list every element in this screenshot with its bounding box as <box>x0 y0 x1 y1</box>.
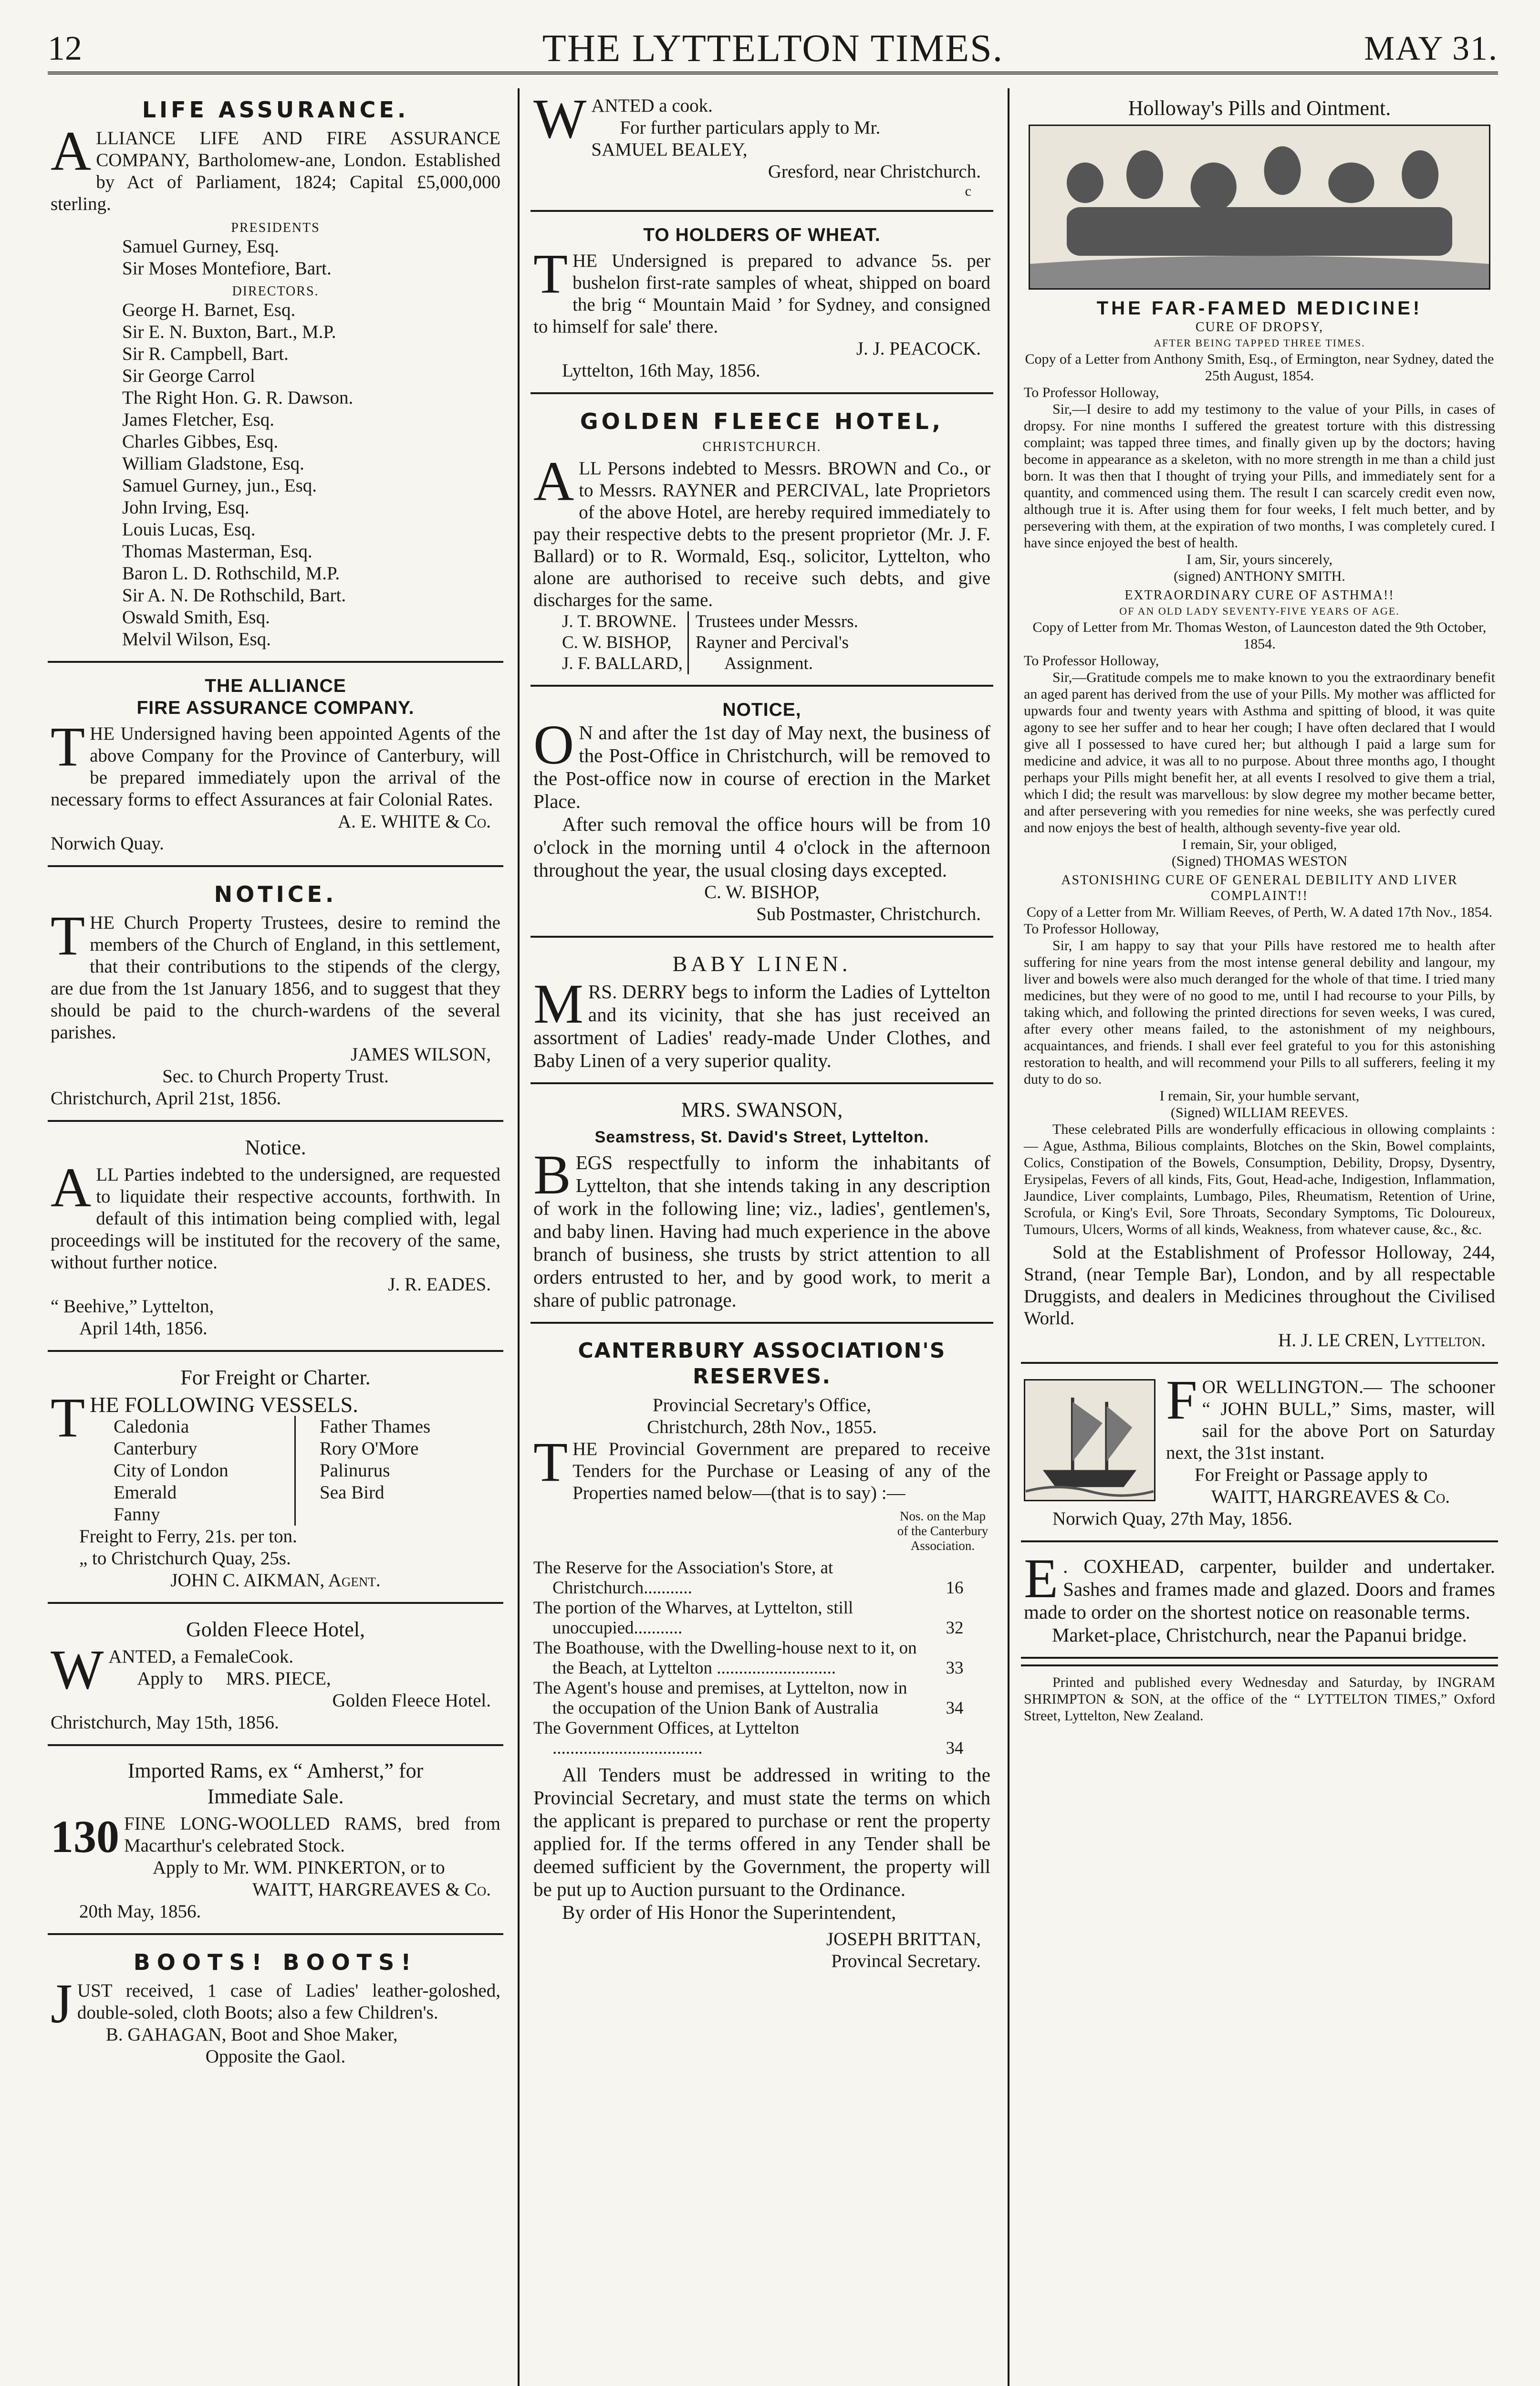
newspaper-title: THE LYTTELTON TIMES. <box>542 26 1004 70</box>
directors-label: DIRECTORS. <box>232 284 319 299</box>
letter-text: Sir, I am happy to say that your Pills have restored me to health after suffering for nine years from the most intense general debility and langour, my liver and bowels were also much deranged for the whole of that time. I tried many medicines, but they were of no good to me, until I had recourse to your Pills, by taking which, and following the printed directions for seven weeks, I was cured, after every other means failed, to the astonishment of my neighbours, acquaintances, and friends. I shall ever feel grateful to you for this astonishing restoration to health, and will recommend your Pills to all sufferers, feeling it my duty to do so. <box>1024 938 1495 1087</box>
testimonial-heading: EXTRAORDINARY CURE OF ASTHMA!! <box>1124 588 1394 603</box>
ad-banner: THE FAR-FAMED MEDICINE! <box>1096 298 1423 319</box>
ad-contact: MRS. PIECE, <box>226 1668 331 1689</box>
wheat-ad <box>531 218 993 394</box>
ad-signature: C. W. BISHOP, <box>704 882 820 902</box>
freight-rate: Freight to Ferry, 21s. per ton. <box>79 1526 297 1547</box>
ad-body: After such removal the office hours will be from 10 o'clock in the morning until 4 o'clock in the afternoon throughout the year, the usual closing days excepted. <box>533 813 990 881</box>
ad-body: For further particulars apply to Mr. <box>620 117 881 138</box>
rams-sale-ad <box>48 1752 503 1935</box>
ad-signature-title: Sec. to Church Property Trust. <box>162 1066 389 1087</box>
drop-cap: T <box>51 904 85 967</box>
trustees-block: J. T. BROWNE. C. W. BISHOP, J. F. BALLARD, Trustees under Messrs. Rayner and Percival's Assignment. <box>562 612 858 673</box>
testimonial-heading: CURE OF DROPSY, <box>1195 320 1324 335</box>
directors-list: George H. Barnet, Esq. Sir E. N. Buxton, Bart., M.P. Sir R. Campbell, Bart. Sir George Carrol The Right Hon. G. R. Dawson. James Fletcher, Esq. Charles Gibbes, Esq. William Gladstone, Esq. Samuel Gurney, jun., Esq. John Irving, Esq. Louis Lucas, Esq. Thomas Masterman, Esq. Baron L. D. Rothschild, M.P. Sir A. N. De Rothschild, Bart. Oswald Smith, Esq. Melvil Wilson, Esq. <box>122 300 354 649</box>
letter-source: Copy of Letter from Mr. Thomas Weston, of Launceston dated the 9th October, 1854. <box>1032 619 1487 652</box>
masthead <box>48 19 1498 74</box>
ad-body: OR WELLINGTON.— The schooner “ JOHN BULL,” Sims, master, will sail for the above Port on Saturday next, the 31st instant. <box>1166 1377 1495 1463</box>
ram-count: 130 <box>51 1811 119 1862</box>
letter-salutation: To Professor Holloway, <box>1024 653 1159 669</box>
drop-cap: W <box>51 1638 104 1701</box>
ad-signature-title: Provincal Secretary. <box>831 1951 981 1971</box>
ad-body: ANTED a cook. <box>591 95 713 116</box>
life-assurance-ad <box>48 88 503 663</box>
ad-date: Christchurch, May 15th, 1856. <box>51 1712 279 1733</box>
ad-heading: Notice. <box>245 1136 306 1159</box>
ad-date: April 14th, 1856. <box>79 1318 208 1339</box>
ad-signature: JOSEPH BRITTAN, <box>826 1929 981 1949</box>
complaints-list: These celebrated Pills are wonderfully efficacious in ollowing complaints :— Ague, Asthma, Bilious complaints, Blotches on the Skin, Bowel complaints, Colics, Constipation of the Bowels, Consumption, Debility, Dropsy, Dysentry, Erysipelas, Fevers of all kinds, Fits, Gout, Head-ache, Indigestion, Inflammation, Jaundice, Liver complaints, Lumbago, Piles, Rheumatism, Retention of Urine, Scrofula, or King's Evil, Sore Throats, Secondary Symptoms, Tic Doloureux, Tumours, Ulcers, Worms of all kinds, Weakness, from whatever cause, &c., &c. <box>1024 1121 1495 1237</box>
letter-salutation: To Professor Holloway, <box>1024 385 1159 400</box>
eades-notice-ad <box>48 1128 503 1352</box>
ad-body: LLIANCE LIFE AND FIRE ASSURANCE COMPANY, Bartholomew-ane, London. Established by Act of Parliament, 1824; Capital £5,000,000 sterling. <box>51 128 500 214</box>
ad-signature: WAITT, HARGREAVES & Co. <box>252 1879 491 1900</box>
ad-apply: For Freight or Passage apply to <box>1195 1465 1428 1485</box>
ad-signature-title: Sub Postmaster, Christchurch. <box>756 904 981 924</box>
crowd-engraving-icon <box>1030 126 1489 288</box>
ad-body: FINE LONG-WOOLLED RAMS, bred from Macarthur's celebrated Stock. <box>124 1813 500 1856</box>
ad-place: Golden Fleece Hotel. <box>332 1690 491 1711</box>
drop-cap: M <box>533 973 583 1035</box>
ad-body: HE Provincial Government are prepared to receive Tenders for the Purchase or Leasing of any of the Properties named below—(that is to say) :— <box>572 1439 990 1503</box>
ad-signature: B. GAHAGAN, Boot and Shoe Maker, <box>105 2024 398 2045</box>
table-row: The Reserve for the Association's Store, at Christchurch........... 16 <box>533 1558 964 1598</box>
issue-date: MAY 31. <box>1364 29 1498 67</box>
freight-charter-ad <box>48 1358 503 1604</box>
holloway-ad <box>1021 88 1498 1364</box>
ad-body: HE Undersigned having been appointed Agents of the above Company for the Province of Canterbury, will be prepared immediately upon the arrival of the necessary forms to effect Assurances at fair Colonial Rates. <box>51 723 500 810</box>
cook-ad <box>531 88 993 212</box>
freight-rate: „ to Christchurch Quay, 25s. <box>79 1548 291 1569</box>
table-row: The Boathouse, with the Dwelling-house next to it, on the Beach, at Lyttelton ........................... 33 <box>533 1638 964 1678</box>
drop-cap: F <box>1166 1370 1197 1431</box>
ad-body: LL Parties indebted to the undersigned, are requested to liquidate their respective accounts, forthwith. In default of this intimation being complied with, legal proceedings will be instituted for the recovery of the same, without further notice. <box>51 1164 500 1273</box>
schooner-icon <box>1025 1381 1154 1500</box>
ad-heading: MRS. SWANSON, <box>681 1098 843 1121</box>
ad-body: All Tenders must be addressed in writing to the Provincial Secretary, and must state the terms on which the applicant is prepared to purchase or rent the property applied for. If the terms offered in any Tender shall be deemed sufficient by the Government, the property will be put up to Auction pursuant to the Ordinance. <box>533 1764 990 1900</box>
ad-signature: H. J. LE CREN, Lyttelton. <box>1278 1330 1486 1350</box>
fire-assurance-ad <box>48 669 503 867</box>
letter-closing: I remain, Sir, your humble servant, <box>1159 1088 1360 1104</box>
ad-signature: JAMES WILSON, <box>351 1044 491 1065</box>
drop-cap: T <box>533 242 568 305</box>
presidents-list: Samuel Gurney, Esq. Sir Moses Montefiore, Bart. <box>122 236 332 279</box>
ad-body: RS. DERRY begs to inform the Ladies of Lyttelton and its vicinity, that she has just received an assortment of Ladies' ready-made Under Clothes, and Baby Linen of a very superior quality. <box>533 981 990 1071</box>
church-notice-ad <box>48 873 503 1122</box>
boots-ad <box>48 1941 503 2078</box>
letter-source: Copy of a Letter from Anthony Smith, Esq., of Ermington, near Sydney, dated the 25th August, 1854. <box>1025 351 1494 384</box>
ad-heading: BABY LINEN. <box>672 952 852 976</box>
ad-body: LL Persons indebted to Messrs. BROWN and Co., or to Messrs. RAYNER and PERCIVAL, late Proprietors of the above Hotel, are hereby required immediately to pay their respective debts to the present proprietor (Mr. J. F. Ballard) or to R. Wormald, Esq., solicitor, Lyttelton, who alone are authorised to receive such debts, and give discharges for the same. <box>533 458 990 610</box>
ad-body: HE Church Property Trustees, desire to remind the members of the Church of England, in this settlement, that their contributions to the stipends of the clergy, are due from the 1st January 1856, and to suggest that they should be paid to the church-wardens of the several parishes. <box>51 912 500 1043</box>
drop-cap: T <box>533 1431 568 1493</box>
vessel-list: Caledonia Canterbury City of London Emerald Fanny Father Thames Rory O'More Palinurus Sea Bird <box>90 1416 500 1526</box>
ad-place: Gresford, near Christchurch. <box>768 161 981 182</box>
coxhead-ad <box>1021 1548 1498 1659</box>
ad-heading: THE ALLIANCE <box>205 676 346 696</box>
ship-illustration <box>1024 1379 1155 1501</box>
drop-cap: T <box>51 1386 85 1449</box>
ad-body: HE Undersigned is prepared to advance 5s. per bushelon first-rate samples of wheat, shipped on board the brig “ Mountain Maid ’ for Sydney, and consigned to himself for sale' there. <box>533 251 990 337</box>
map-numbers-header: Nos. on the Map of the Canterbury Association. <box>897 1509 989 1553</box>
association-reserves-ad <box>531 1329 993 1983</box>
ad-date: Christchurch, April 21st, 1856. <box>51 1088 281 1109</box>
imprint <box>1021 1664 1498 1735</box>
ad-subheading: FIRE ASSURANCE COMPANY. <box>136 698 415 718</box>
drop-cap: A <box>51 1156 92 1219</box>
letter-signature: (signed) ANTHONY SMITH. <box>1174 568 1345 584</box>
ad-body: UST received, 1 case of Ladies' leather-goloshed, double-soled, cloth Boots; also a few Children's. <box>77 1980 500 2023</box>
ad-apply: Apply to <box>137 1668 203 1689</box>
publisher-imprint: Printed and published every Wednesday and Saturday, by INGRAM SHRIMPTON & SON, at the office of the “ LYTTELTON TIMES,” Oxford Street, Lyttelton, New Zealand. <box>1024 1674 1495 1724</box>
column-rule <box>1008 88 1009 2386</box>
ad-place: Norwich Quay. <box>51 833 164 854</box>
drop-cap: W <box>533 88 587 150</box>
ad-signature: J. J. PEACOCK. <box>856 338 981 359</box>
property-table <box>533 1558 990 1758</box>
ad-signature: WAITT, HARGREAVES & Co. <box>1211 1486 1450 1507</box>
ad-heading: Golden Fleece Hotel, <box>186 1618 365 1641</box>
column-1 <box>48 88 503 2386</box>
presidents-label: PRESIDENTS <box>231 220 320 235</box>
ad-heading: NOTICE, <box>722 700 801 720</box>
ad-date: Lyttelton, 16th May, 1856. <box>562 360 760 381</box>
column-3 <box>1021 88 1498 2386</box>
drop-cap: T <box>51 715 85 778</box>
testimonial-subheading: AFTER BEING TAPPED THREE TIMES. <box>1154 337 1365 349</box>
ad-heading: TO HOLDERS OF WHEAT. <box>643 225 881 245</box>
wellington-ship-ad <box>1021 1370 1498 1542</box>
ad-body: N and after the 1st day of May next, the business of the Post-Office in Christchurch, will be removed to the Post-office now in course of erection in the Market Place. <box>533 722 990 812</box>
engraving-illustration <box>1029 125 1490 290</box>
letter-text: Sir,—I desire to add my testimony to the value of your Pills, in cases of dropsy. For nine months I suffered the greatest torture with this distressing complaint; was tapped three times, and finally given up by the doctors; having become in appearance as a skeleton, with no more strength in me than a child just born. It was then that I thought of trying your Pills, and immediately sent for a quantity, and commenced using them. The result I can scarcely credit even now, although true it is. After using them for four weeks, I felt much better, and by persevering with them, at the expiration of two months, I was completely cured. I have since enjoyed the best of health. <box>1024 401 1495 551</box>
letter-text: Sir,—Gratitude compels me to make known to you the extraordinary benefit an aged parent has derived from the use of your Pills. My mother was afflicted for upwards four and twenty years with Asthma and spitting of blood, it was quite agony to see her suffer and to hear her cough; I have often declared that I would give all I possessed to have cured her; but although I paid a large sum for medicine and advice, it was all to no purpose. About three months ago, I thought perhaps your Pills might benefit her, at all events I resolved to give them a trial, which I did; the result was marvellous: by slow degree my mother became better, and after persevering with you remedies for nine weeks, she was perfectly cured and now enjoys the best of health, although seventy-five year old. <box>1024 670 1495 836</box>
letter-signature: (Signed) WILLIAM REEVES. <box>1171 1105 1348 1120</box>
ad-place: “ Beehive,” Lyttelton, <box>51 1296 214 1317</box>
ad-date: Christchurch, 28th Nov., 1855. <box>647 1417 877 1437</box>
ad-heading: Holloway's Pills and Ointment. <box>1128 96 1391 120</box>
ad-date: Norwich Quay, 27th May, 1856. <box>1052 1508 1292 1529</box>
drop-cap: A <box>533 450 574 513</box>
ad-subheading: Seamstress, St. David's Street, Lyttelton. <box>594 1128 929 1146</box>
column-2 <box>531 88 993 2386</box>
table-row: The Agent's house and premises, at Lyttelton, now in the occupation of the Union Bank of Australia 34 <box>533 1678 964 1718</box>
drop-cap: E <box>1024 1547 1059 1610</box>
letter-closing: I remain, Sir, your obliged, <box>1182 837 1337 852</box>
drop-cap: O <box>533 713 574 776</box>
ad-heading: GOLDEN FLEECE HOTEL, <box>580 408 944 434</box>
ad-signature: A. E. WHITE & Co. <box>338 811 491 832</box>
ad-apply: Apply to Mr. WM. PINKERTON, or to <box>153 1857 445 1878</box>
ad-heading: For Freight or Charter. <box>180 1366 371 1389</box>
cook-wanted-ad <box>48 1610 503 1746</box>
letter-salutation: To Professor Holloway, <box>1024 921 1159 937</box>
ad-mark: c <box>965 183 971 199</box>
page-number: 12 <box>48 29 82 67</box>
column-rule <box>518 88 520 2386</box>
table-row: The Government Offices, at Lyttelton .................................. 34 <box>533 1718 964 1758</box>
ad-heading: NOTICE. <box>214 881 337 907</box>
ad-heading: Imported Rams, ex “ Amherst,” for <box>127 1759 424 1782</box>
ad-body: EGS respectfully to inform the inhabitants of Lyttelton, that she intends taking in any description of work in the following line; viz., ladies', gentlemen's, and baby linen. Having had much experience in the above branch of business, she trusts by strict attention to all orders entrusted to her, and by good work, to merit a share of public patronage. <box>533 1151 990 1311</box>
ad-heading: LIFE ASSURANCE. <box>142 97 409 123</box>
ad-subheading: CHRISTCHURCH. <box>702 440 822 454</box>
drop-cap: B <box>533 1143 571 1206</box>
testimonial-subheading: OF AN OLD LADY SEVENTY-FIVE YEARS OF AGE. <box>1119 605 1400 617</box>
ad-body: By order of His Honor the Superintendent, <box>562 1901 896 1923</box>
ad-subheading: Immediate Sale. <box>207 1785 344 1808</box>
ad-contact: SAMUEL BEALEY, <box>591 139 748 160</box>
ad-body: HE FOLLOWING VESSELS. <box>90 1392 358 1417</box>
post-office-notice <box>531 692 993 938</box>
ad-body: . COXHEAD, carpenter, builder and undertaker. Sashes and frames made and glazed. Doors and frames made to order on the shortest notice on reasonable terms. <box>1024 1555 1495 1623</box>
seamstress-ad <box>531 1090 993 1324</box>
letter-closing: I am, Sir, yours sincerely, <box>1186 552 1332 567</box>
ad-signature: JOHN C. AIKMAN, Agent. <box>170 1570 381 1591</box>
ad-date: 20th May, 1856. <box>79 1901 201 1922</box>
ad-heading: BOOTS! BOOTS! <box>133 1949 418 1975</box>
ad-office: Provincial Secretary's Office, <box>653 1395 871 1415</box>
drop-cap: A <box>51 120 92 182</box>
ad-signature: J. R. EADES. <box>388 1274 491 1295</box>
ad-place: Opposite the Gaol. <box>205 2046 346 2067</box>
ad-heading: CANTERBURY ASSOCIATION'S RESERVES. <box>578 1339 946 1389</box>
letter-source: Copy of a Letter from Mr. William Reeves, of Perth, W. A dated 17th Nov., 1854. <box>1026 904 1493 920</box>
baby-linen-ad <box>531 943 993 1084</box>
ad-place: Market-place, Christchurch, near the Papanui bridge. <box>1052 1624 1467 1646</box>
sold-at: Sold at the Establishment of Professor Holloway, 244, Strand, (near Temple Bar), London, and by all respectable Druggists, and dealers in Medicines throughout the Civilised World. <box>1024 1242 1495 1329</box>
testimonial-heading: ASTONISHING CURE OF GENERAL DEBILITY AND LIVER COMPLAINT!! <box>1061 873 1458 903</box>
table-row: The portion of the Wharves, at Lyttelton, still unoccupied........... 32 <box>533 1598 964 1638</box>
letter-signature: (Signed) THOMAS WESTON <box>1171 853 1348 869</box>
ad-body: ANTED, a FemaleCook. <box>108 1646 294 1667</box>
golden-fleece-ad <box>531 400 993 687</box>
drop-cap: J <box>51 1972 73 2035</box>
